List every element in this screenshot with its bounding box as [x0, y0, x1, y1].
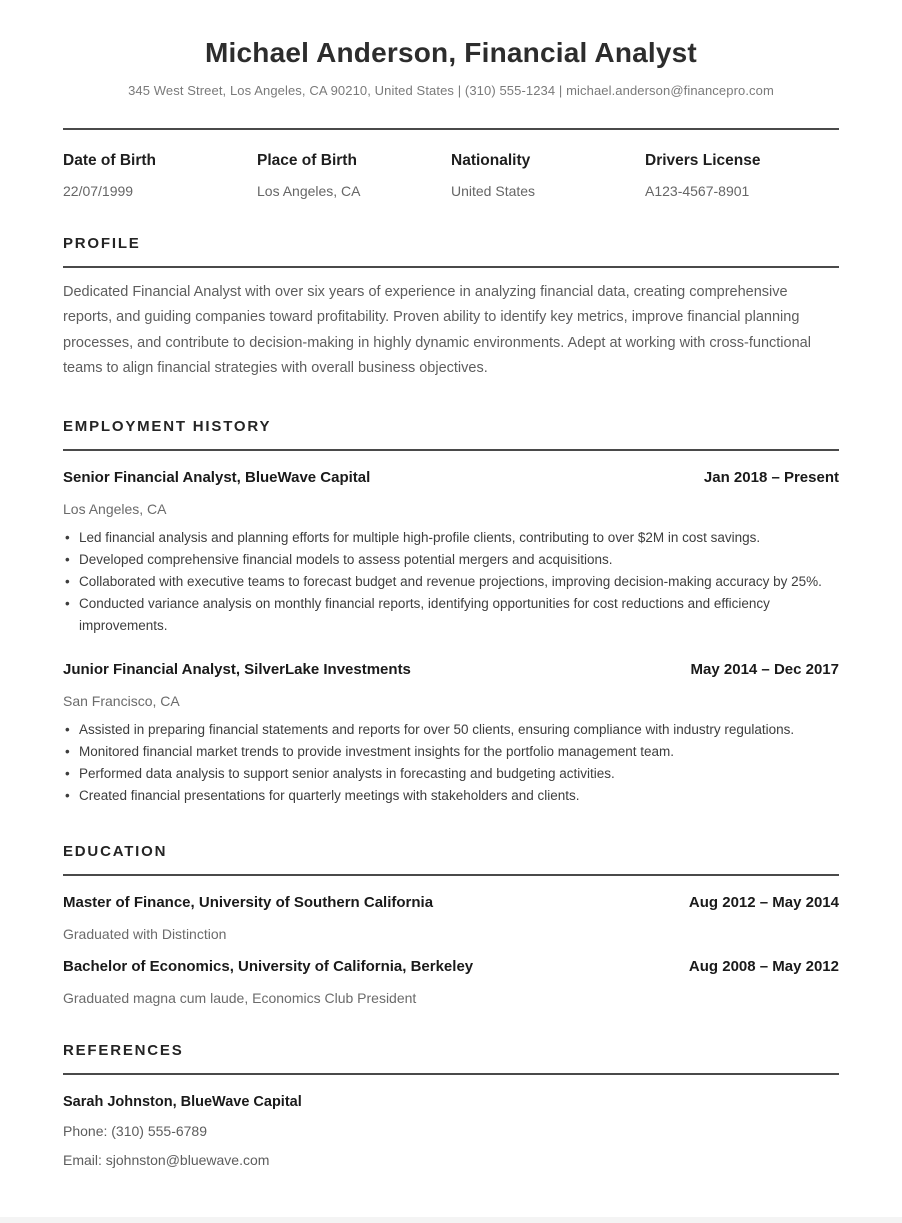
education-note: Graduated magna cum laude, Economics Club President: [63, 989, 417, 1006]
employment-heading: EMPLOYMENT HISTORY: [63, 417, 272, 435]
job-bullet: • Conducted variance analysis on monthly financial reports, identifying opportunities for cost reductions and efficiency improvements.: [63, 593, 839, 637]
job-dates: May 2014 – Dec 2017: [690, 660, 839, 678]
page-bottom-edge: [0, 1217, 902, 1223]
education-title: Bachelor of Economics, University of California, Berkeley: [63, 957, 474, 975]
job-title: Junior Financial Analyst, SilverLake Investments: [63, 660, 411, 678]
contact-line: 345 West Street, Los Angeles, CA 90210, United States | (310) 555-1234 | michael.anderson@financepro.com: [128, 82, 774, 98]
job-bullet: • Led financial analysis and planning efforts for multiple high-profile clients, contributing to over $2M in cost savings.: [63, 527, 839, 549]
detail-label: Place of Birth: [257, 151, 357, 169]
job-entry-junior-analyst: [63, 661, 839, 807]
reference-email: Email: sjohnston@bluewave.com: [63, 1151, 270, 1168]
education-entry-bachelors: [63, 958, 839, 1006]
job-title-row: [63, 469, 839, 486]
education-entry-masters: [63, 894, 839, 942]
reference-entry: [63, 1094, 839, 1168]
education-note: Graduated with Distinction: [63, 925, 227, 942]
job-location: Los Angeles, CA: [63, 500, 167, 517]
job-bullet: • Performed data analysis to support senior analysts in forecasting and budgeting activities.: [63, 763, 839, 785]
profile-text: Dedicated Financial Analyst with over six years of experience in analyzing financial data, creating comprehensive reports, and guiding companies toward profitability. Proven ability to identify key metrics, improve financial planning processes, and contribute to decision-making in highly dynamic environments. Adept at working with cross-functional teams to align financial strategies with overall business objectives.: [63, 283, 811, 377]
education-title-row: [63, 894, 839, 911]
section-divider: [63, 874, 839, 876]
job-bullet: • Monitored financial market trends to provide investment insights for the portfolio management team.: [63, 741, 839, 763]
references-heading: REFERENCES: [63, 1041, 184, 1059]
personal-details-row: [63, 152, 839, 199]
detail-label: Nationality: [451, 151, 531, 169]
job-bullet-list: [63, 719, 839, 807]
job-entry-senior-analyst: [63, 469, 839, 637]
detail-label: Drivers License: [645, 151, 761, 169]
resume-header: [63, 36, 839, 98]
reference-name: Sarah Johnston, BlueWave Capital: [63, 1093, 302, 1110]
job-bullet-list: [63, 527, 839, 637]
detail-drivers-license: [645, 152, 839, 199]
employment-section: [63, 418, 839, 807]
profile-heading: PROFILE: [63, 234, 141, 252]
job-bullet: • Created financial presentations for quarterly meetings with stakeholders and clients.: [63, 785, 839, 807]
detail-value: United States: [451, 182, 536, 199]
job-bullet: • Collaborated with executive teams to forecast budget and revenue projections, improving decision-making accuracy by 25%.: [63, 571, 839, 593]
education-title: Master of Finance, University of Southern California: [63, 893, 434, 911]
job-bullet: • Developed comprehensive financial models to assess potential mergers and acquisitions.: [63, 549, 839, 571]
job-location: San Francisco, CA: [63, 692, 180, 709]
education-section: [63, 843, 839, 1006]
header-divider: [63, 128, 839, 130]
job-dates: Jan 2018 – Present: [703, 468, 839, 486]
detail-value: 22/07/1999: [63, 182, 134, 199]
education-dates: Aug 2012 – May 2014: [688, 893, 839, 911]
education-dates: Aug 2008 – May 2012: [688, 957, 839, 975]
section-divider: [63, 266, 839, 268]
job-bullet: • Assisted in preparing financial statements and reports for over 50 clients, ensuring compliance with industry regulations.: [63, 719, 839, 741]
job-title-row: [63, 661, 839, 678]
detail-place-of-birth: [257, 152, 451, 199]
references-section: [63, 1042, 839, 1168]
detail-value: A123-4567-8901: [645, 182, 750, 199]
education-heading: EDUCATION: [63, 842, 168, 860]
detail-nationality: [451, 152, 645, 199]
detail-value: Los Angeles, CA: [257, 182, 361, 199]
detail-label: Date of Birth: [63, 151, 156, 169]
reference-phone: Phone: (310) 555-6789: [63, 1122, 207, 1139]
profile-section: [63, 235, 839, 382]
page-title: Michael Anderson, Financial Analyst: [205, 37, 697, 68]
job-title: Senior Financial Analyst, BlueWave Capital: [63, 468, 371, 486]
section-divider: [63, 1073, 839, 1075]
detail-date-of-birth: [63, 152, 257, 199]
section-divider: [63, 449, 839, 451]
education-title-row: [63, 958, 839, 975]
